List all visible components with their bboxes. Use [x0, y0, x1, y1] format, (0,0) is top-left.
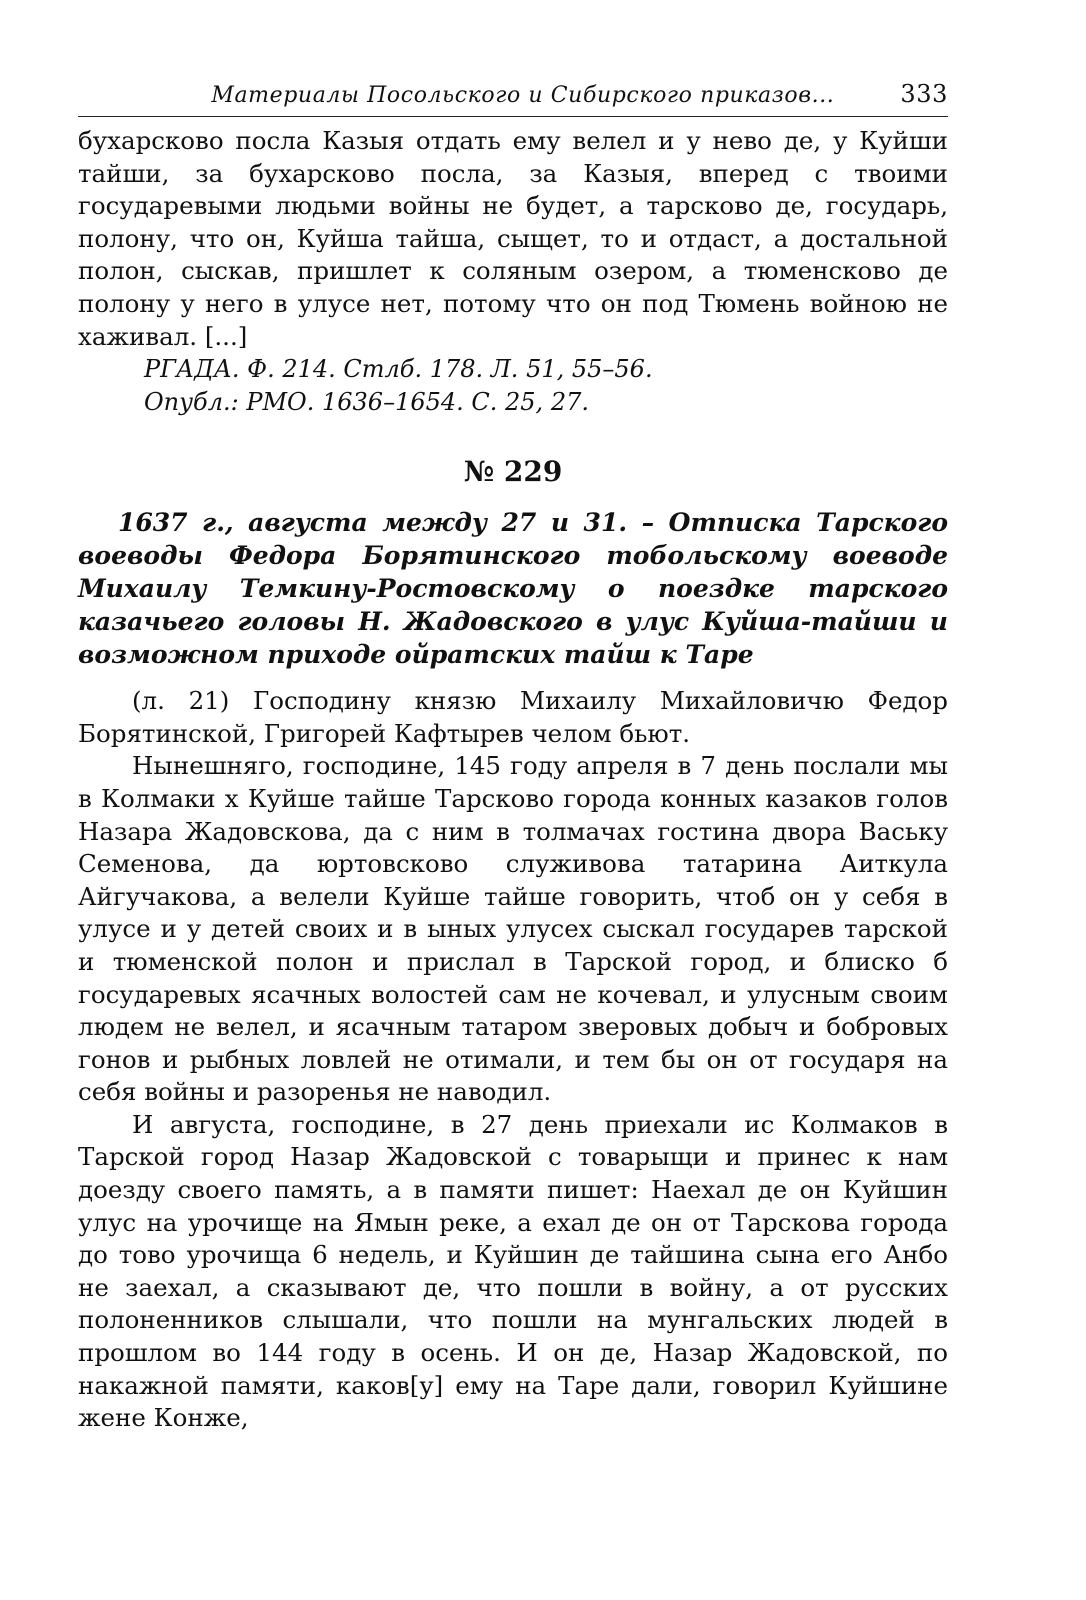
salutation-text: Господину князю Михаилу Михайловичю Федор Борятинской, Григорей Кафтырев челом бьют. — [78, 686, 948, 748]
folio-marker: (л. 21) — [132, 686, 230, 716]
book-page — [78, 80, 948, 1435]
running-title: Материалы Посольского и Сибирского приказов... — [211, 83, 835, 108]
document-number: № 229 — [463, 455, 563, 489]
body-paragraph-2: И августа, господине, в 27 день приехали ис Колмаков в Тарской город Назар Жадовской с товарыщи и принес к нам доезду своего память, а в памяти пишет: Наехал де он Куйшин улус на урочище на Ямын реке, а ехал де он от Тарскова города до тово урочища 6 недель, и Куйшин де тайшина сына его Анбо не заехал, а сказывают де, что пошли в войну, а от русских полоненников слышали, что пошли на мунгальских людей в прошлом во 144 году в осень. И он де, Назар Жадовской, по накажной памяти, каков[у] ему на Таре дали, говорил Куйшине жене Конже, — [78, 1109, 948, 1433]
continuation-paragraph: бухарсково посла Казыя отдать ему велел и у нево де, у Куйши тайши, за бухарсково посла, за Казыя, вперед с твоими государевыми людьми войны не будет, а тарсково де, государь, полону, что он, Куйша тайша, сыщет, то и отдаст, а достальной полон, сыскав, пришлет к соляным озером, а тюменсково де полону у него в улусе нет, потому что он под Тюмень войною не хаживал. [...] — [78, 126, 948, 351]
page-number: 333 — [900, 80, 948, 108]
salutation-paragraph — [78, 685, 948, 750]
source-archive-citation: РГАДА. Ф. 214. Стлб. 178. Л. 51, 55–56. — [144, 355, 653, 384]
document-heading: 1637 г., августа между 27 и 31. – Отписка Тарского воеводы Федора Борятинского тобольскому воеводе Михаилу Темкину-Ростовскому о поездке тарского казачьего головы Н. Жадовского в улус Куйша-тайши и возможном приходе ойратских тайш к Таре — [78, 508, 948, 670]
body-paragraph-1: Нынешняго, господине, 145 году апреля в 7 день послали мы в Колмаки х Куйше тайше Тарсково города конных казаков голов Назара Жадовскова, да с ним в толмачах гостина двора Ваську Семенова, да юртовсково служивова татарина Аиткула Айгучакова, а велели Куйше тайше говорить, чтоб он у себя в улусе и у детей своих и в ыных улусех сыскал государев тарской и тюменской полон и прислал в Тарской город, и блиско б государевых ясачных волостей сам не кочевал, и улусным своим людем не велел, и ясачным татаром зверовых добыч и бобровых гонов и рыбных ловлей не отимали, и тем бы он от государя на себя войны и разоренья не наводил. — [78, 751, 948, 1107]
source-published-citation: Опубл.: РМО. 1636–1654. С. 25, 27. — [144, 388, 589, 417]
running-head — [78, 80, 948, 117]
